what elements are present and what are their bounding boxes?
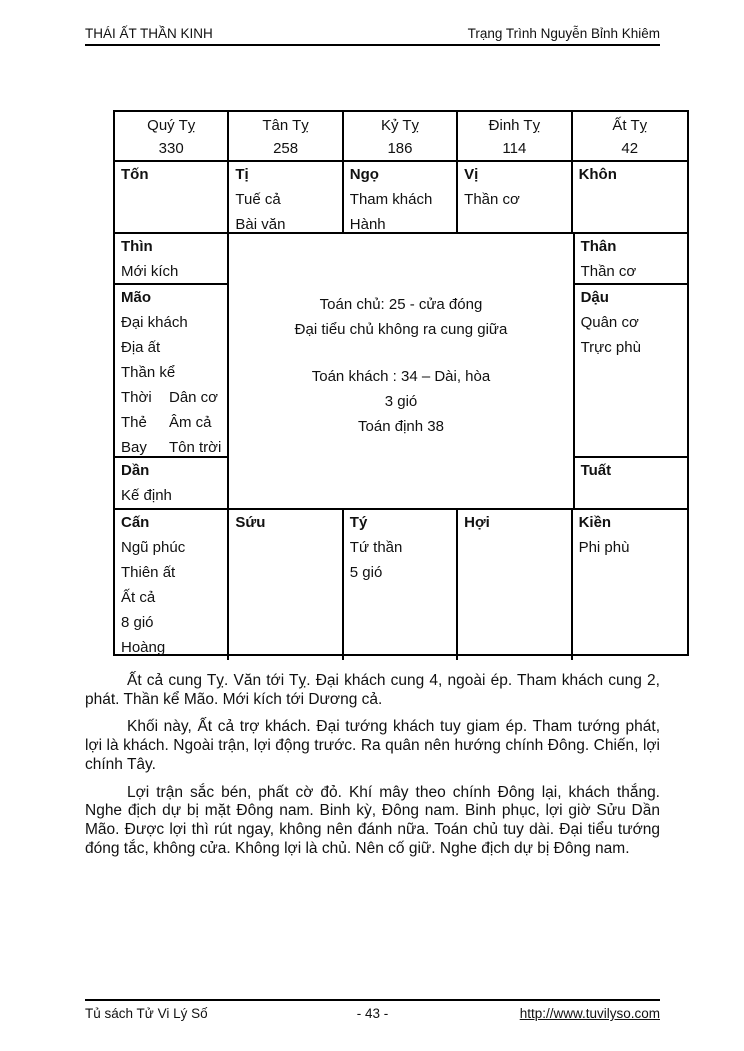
cell-mao-line: Đại khách: [121, 314, 188, 331]
page-header: [85, 26, 660, 41]
cell-vi-line: Thần cơ: [464, 191, 520, 208]
pair-word: Thẻ: [121, 414, 147, 431]
cell-can-line: Thiên ất: [121, 564, 176, 581]
year-cell-at-ty: [573, 112, 687, 160]
cell-ton-label: Tốn: [121, 166, 149, 183]
cell-thin-label: Thìn: [121, 238, 153, 255]
year-cell-ky-ty: [344, 112, 458, 160]
cell-ti-line: Tuế cả: [235, 191, 281, 208]
footer-rule: [85, 999, 660, 1001]
toan-khach-note: 3 gió: [384, 393, 418, 410]
table-row-south: [115, 162, 687, 234]
cell-dan-line: Kế định: [121, 487, 172, 504]
cell-than: [575, 234, 687, 285]
cell-ngo-label: Ngọ: [349, 166, 379, 183]
cell-thin: [115, 234, 227, 285]
cell-ty-label: Tý: [349, 514, 368, 531]
year-name: Quý Tỵ: [147, 117, 196, 134]
year-name: Tân Tỵ: [262, 117, 309, 134]
blank-line: [229, 342, 572, 364]
commentary-section: [85, 672, 660, 867]
cell-ti: [229, 162, 343, 232]
year-value: 330: [158, 140, 184, 157]
cell-hoi-label: Hợi: [464, 514, 490, 531]
cell-ngo-line: Tham khách: [349, 191, 433, 208]
paragraph-2: Khối này, Ất cả trợ khách. Đại tướng khách tuy giam ép. Tham tướng phát, lợi là khách. Ngoài trận, lợi động trước. Ra quân nên hướng chính Đông. Chiến, lợi chính Tây.: [85, 718, 660, 773]
year-name: Đinh Tỵ: [488, 117, 541, 134]
cell-dau-line: Trực phù: [580, 339, 641, 356]
cell-can-line: 8 gió: [121, 614, 154, 631]
cell-center-calculation: [229, 234, 572, 508]
cell-can-line: Ngũ phúc: [121, 539, 186, 556]
cell-mao-line: Địa ất: [121, 339, 161, 356]
footer-series-name: Tủ sách Tử Vi Lý Số: [85, 1006, 208, 1021]
cell-ngo-line: Hành: [349, 216, 386, 232]
cell-ty-line: Tứ thần: [349, 539, 403, 556]
page-number: - 43 -: [356, 1006, 389, 1021]
year-name: Ất Tỵ: [612, 117, 648, 134]
toan-dinh-line: Toán định 38: [358, 418, 444, 435]
cell-mao: [115, 285, 227, 458]
toan-chu-note: Đại tiểu chủ không ra cung giữa: [294, 321, 508, 338]
cell-can-line: Ất cả: [121, 589, 156, 606]
cell-vi: [458, 162, 572, 232]
cell-can: [115, 510, 229, 660]
cell-ton: [115, 162, 229, 232]
middle-left-column: [115, 234, 229, 508]
toan-chu-line: Toán chủ: 25 - cửa đóng: [319, 296, 483, 313]
cell-suu: [229, 510, 343, 660]
cell-vi-label: Vị: [464, 166, 479, 183]
cell-ngo: [344, 162, 458, 232]
year-value: 114: [502, 140, 527, 157]
cell-than-line: Thần cơ: [580, 263, 637, 280]
cell-khon: [573, 162, 687, 232]
cell-mao-line: Thần kể: [121, 364, 176, 381]
cell-mao-line: [115, 410, 227, 435]
toan-khach-line: Toán khách : 34 – Dài, hòa: [311, 368, 491, 385]
year-cell-quy-ty: [115, 112, 229, 160]
pair-word: Âm cả: [169, 414, 212, 431]
astro-chart-table: [113, 110, 689, 656]
cell-ty-line: 5 gió: [349, 564, 383, 581]
cell-ti-line: Bài văn: [235, 216, 286, 232]
year-value: 258: [273, 140, 299, 157]
table-row-north: [115, 510, 687, 660]
cell-hoi: [458, 510, 572, 660]
year-name: Kỷ Tỵ: [380, 117, 420, 134]
cell-tuat: [575, 458, 687, 508]
page-footer: [85, 1006, 660, 1021]
paragraph-3: Lợi trận sắc bén, phất cờ đỏ. Khí mây theo chính Đông lại, khách thắng. Nghe địch dự bị mặt Đông nam. Binh kỳ, Đông nam. Binh phục, lợi giờ Sửu Dần Mão. Được lợi thì rút ngay, không nên đánh nữa. Toán chủ tuy dài. Đại tiểu tướng đóng tắc, không cửa. Không lợi là chủ. Nên cố giữ. Nghe địch dự bị Đông nam.: [85, 783, 660, 857]
cell-dan: [115, 458, 227, 508]
cell-dau-label: Dậu: [580, 289, 609, 306]
cell-than-label: Thân: [580, 238, 617, 255]
pair-word: Dân cơ: [169, 389, 219, 406]
cell-dau: [575, 285, 687, 458]
year-value: 186: [387, 140, 413, 157]
cell-dau-line: Quân cơ: [580, 314, 639, 331]
table-row-years: [115, 112, 687, 162]
cell-kien-line: Phi phù: [578, 539, 630, 556]
cell-can-line: Hoàng: [121, 639, 166, 656]
cell-mao-line: [115, 385, 227, 410]
cell-tuat-label: Tuất: [580, 462, 612, 479]
year-value: 42: [621, 140, 639, 157]
cell-mao-line: [115, 435, 227, 458]
cell-kien: [573, 510, 687, 660]
pair-word: Tôn trời: [169, 439, 222, 456]
author-name: Trạng Trình Nguyễn Bỉnh Khiêm: [467, 26, 660, 41]
table-row-middle: [115, 234, 687, 510]
pair-word: Bay: [121, 439, 147, 456]
cell-khon-label: Khôn: [578, 166, 617, 183]
cell-can-label: Cấn: [121, 514, 150, 531]
cell-kien-label: Kiền: [578, 514, 612, 531]
year-cell-dinh-ty: [458, 112, 572, 160]
cell-ty: [344, 510, 458, 660]
cell-ti-label: Tị: [235, 166, 249, 183]
pair-word: Thời: [121, 389, 152, 406]
paragraph-1: Ất cả cung Tỵ. Văn tới Tỵ. Đại khách cung 4, ngoài ép. Tham khách cung 2, phát. Thần kể Mão. Mới kích tới Dương cả.: [85, 672, 660, 708]
year-cell-tan-ty: [229, 112, 343, 160]
cell-dan-label: Dần: [121, 462, 150, 479]
middle-right-column: [573, 234, 687, 508]
header-rule: [85, 44, 660, 46]
cell-mao-label: Mão: [121, 289, 151, 306]
cell-suu-label: Sứu: [235, 514, 266, 531]
website-link[interactable]: http://www.tuvilyso.com: [519, 1006, 660, 1021]
book-title: THÁI ẤT THẦN KINH: [85, 26, 213, 41]
cell-thin-line: Mới kích: [121, 263, 179, 280]
